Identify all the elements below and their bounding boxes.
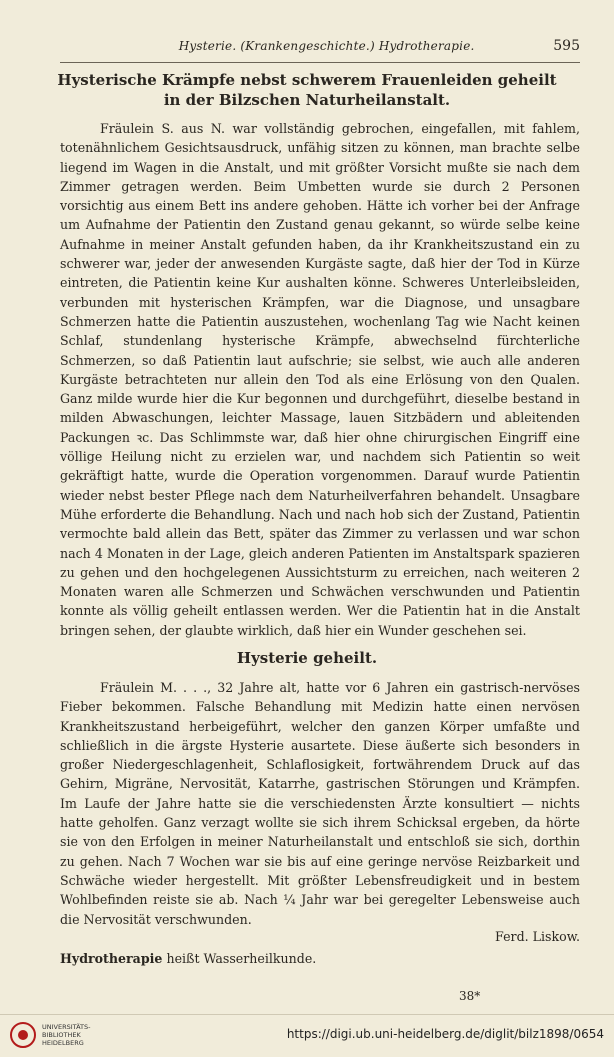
definition-line	[60, 949, 580, 968]
article-heading-line1: Hysterische Krämpfe nebst schwerem Frauenleiden geheilt	[57, 71, 557, 89]
section-heading: Hysterie geheilt.	[236, 649, 378, 667]
article-heading	[40, 70, 574, 110]
signature-mark: 38*	[459, 989, 481, 1003]
running-title: Hysterie. (Krankengeschichte.) Hydrotherapie.	[178, 39, 475, 53]
library-logo-icon	[10, 1022, 36, 1048]
definition-text: heißt Wasserheilkunde.	[162, 951, 317, 966]
library-logo[interactable]	[10, 1022, 91, 1048]
case-body: Fräulein M. . . ., 32 Jahre alt, hatte vor 6 Jahren ein gastrisch-nervöses Fieber bekommen. Falsche Behandlung mit Medizin hatte einen nervösen Krankheitszustand herbeigeführt, welcher den ganzen Körper umfaßte und schließlich in die ärgste Hysterie ausartete. Diese äußerte sich besonders in großer Niedergeschlagenheit, Schlaflosigkeit, fortwährendem Druck auf das Gehirn, Migräne, Nervosität, Katarrhe, gastrischen Störungen und Krämpfen. Im Laufe der Jahre hatte sie die verschiedensten Ärzte konsultiert — nichts hatte geholfen. Ganz verzagt wollte sie sich ihrem Schicksal ergeben, da hörte sie von den Erfolgen in meiner Naturheilanstalt und entschloß sie sich, dorthin zu gehen. Nach 7 Wochen war sie bis auf eine geringe nervöse Reizbarkeit und Schwäche wieder hergestellt. Mit größter Lebensfreudigkeit und in bestem Wohlbefinden reiste sie ab. Nach ¼ Jahr war bei geregelter Lebensweise auch die Nervosität verschwunden.	[60, 680, 580, 927]
permalink-url[interactable]: https://digi.ub.uni-heidelberg.de/diglit/bilz1898/0654	[286, 1027, 604, 1041]
article-heading-line2: in der Bilzschen Naturheilanstalt.	[163, 91, 451, 109]
running-head	[60, 38, 580, 58]
page-number: 595	[553, 38, 580, 54]
library-logo-text: UNIVERSITÄTS- BIBLIOTHEK HEIDELBERG	[42, 1023, 91, 1047]
signature: Ferd. Liskow.	[495, 929, 580, 944]
definition-term: Hydrotherapie	[60, 951, 163, 966]
footer-rule	[0, 1014, 614, 1015]
header-rule	[60, 62, 580, 63]
article-body: Fräulein S. aus N. war vollständig gebrochen, eingefallen, mit fahlem, totenähnlichem Gesichtsausdruck, unfähig sitzen zu können, man brachte selbe liegend im Wagen in die Anstalt, und mit größter Vorsicht mußte sie nach dem Zimmer getragen werden. Beim Umbetten wurde sie durch 2 Personen vorsichtig aus einem Bett ins andere gehoben. Hätte ich vorher bei der Anfrage um Aufnahme der Patientin den Zustand genau gekannt, so würde selbe keine Aufnahme in meiner Anstalt gefunden haben, da ihr Krankheitszustand ein zu schwerer war, jeder der anwesenden Kurgäste sagte, daß hier der Tod in Kürze eintreten, die Patientin keine Kur aushalten könne. Schweres Unterleibsleiden, verbunden mit hysterischen Krämpfen, war die Diagnose, und unsagbare Schmerzen hatte die Patientin auszustehen, wochenlang Tag wie Nacht keinen Schlaf, stundenlang hysterische Krämpfe, abwechselnd fürchterliche Schmerzen, so daß Patientin laut aufschrie; sie selbst, wie auch alle anderen Kurgäste betrachteten nur allein den Tod als eine Erlösung von den Qualen. Ganz milde wurde hier die Kur begonnen und durchgeführt, dieselbe bestand in milden Abwaschungen, leichter Massage, lauen Sitzbädern und ableitenden Packungen ꝛc. Das Schlimmste war, daß hier ohne chirurgischen Eingriff eine völlige Heilung nicht zu erzielen war, und nachdem sich Patientin so weit gekräftigt hatte, wurde die Operation vorgenommen. Darauf wurde Patientin wieder nebst bester Pflege nach dem Naturheilverfahren behandelt. Unsagbare Mühe erforderte die Behandlung. Nach und nach hob sich der Zustand, Patientin vermochte bald allein das Bett, später das Zimmer zu verlassen und war schon nach 4 Monaten in der Lage, gleich anderen Patienten im Anstaltspark spazieren zu gehen und den hochgelegenen Aussichtsturm zu erreichen, nach weiteren 2 Monaten waren alle Schmerzen und Schwächen verschwunden und Patientin konnte als völlig geheilt entlassen werden. Wer die Patientin hat in die Anstalt bringen sehen, der glaubte wirklich, daß hier ein Wunder geschehen sei.	[60, 121, 580, 638]
